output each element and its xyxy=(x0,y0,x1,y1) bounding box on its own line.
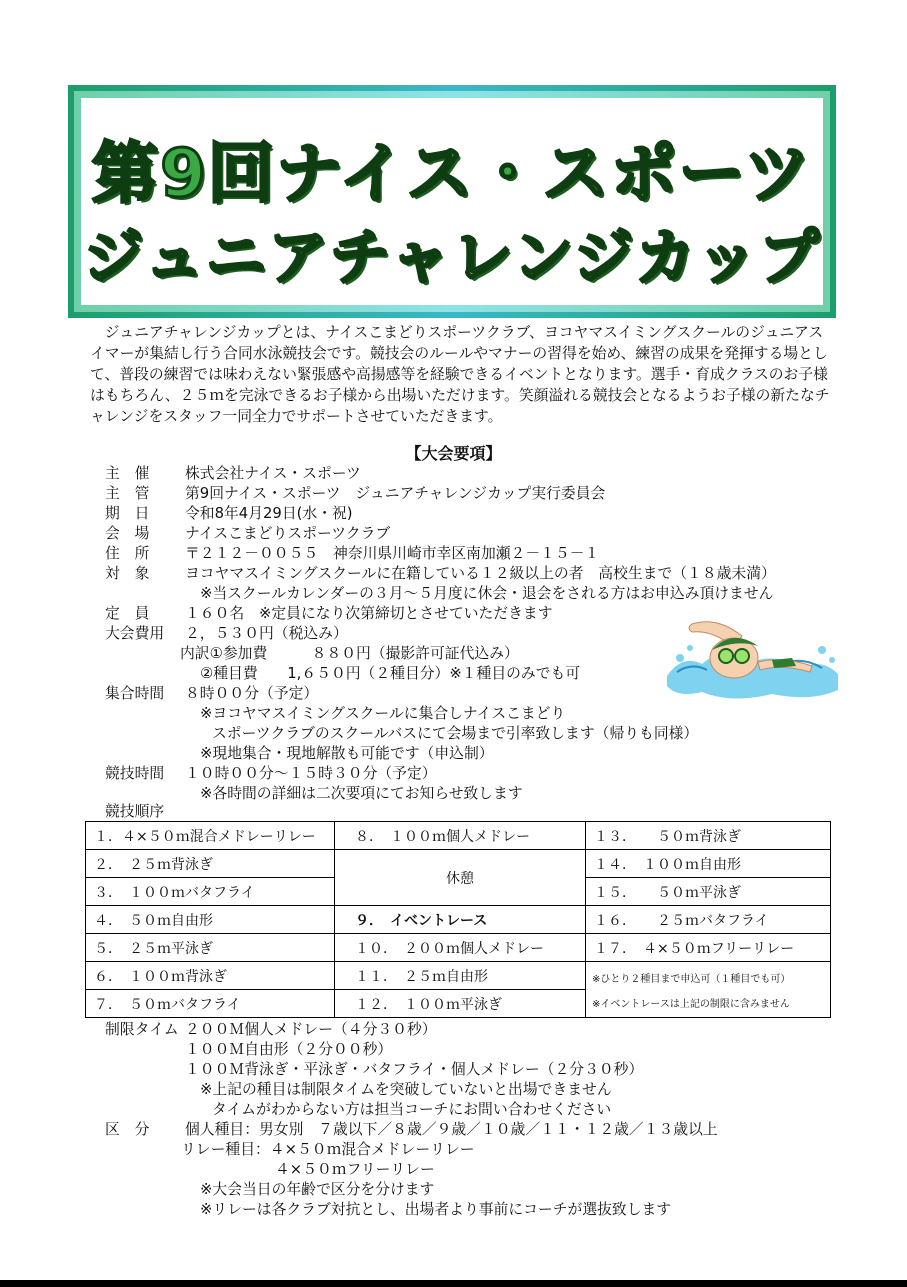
fee-value: ２，５３０円（税込み） xyxy=(185,625,348,642)
event-cell: ４． ５０ｍ自由形 xyxy=(86,906,335,934)
meeting-note-2: スポーツクラブのスクールバスにて会場まで引率致します（帰りも同様） xyxy=(212,725,699,742)
order-label: 競技順序 xyxy=(105,803,165,820)
category-relay-2: ４×５０ｍフリーリレー xyxy=(275,1161,435,1178)
event-cell: １４． １００ｍ自由形 xyxy=(586,850,831,878)
date-value: 令和8年4月29日(水・祝) xyxy=(185,505,353,522)
event-cell: １３． ５０ｍ背泳ぎ xyxy=(586,822,831,850)
entry-note-1: ※ひとり２種目まで申込可（１種目でも可） xyxy=(592,973,791,985)
target-value: ヨコヤマスイミングスクールに在籍している１２級以上の者 高校生まで（１８歳未満） xyxy=(185,565,776,582)
address-label: 住 所 xyxy=(105,545,150,562)
time-value: １０時００分～１５時３０分（予定） xyxy=(185,765,437,782)
table-row xyxy=(86,822,831,850)
event-cell: １５． ５０ｍ平泳ぎ xyxy=(586,878,831,906)
event-cell: １６． ２５ｍバタフライ xyxy=(586,906,831,934)
event-cell: ２． ２５ｍ背泳ぎ xyxy=(86,850,335,878)
capacity-label: 定 員 xyxy=(105,605,150,622)
event-cell: ７． ５０ｍバタフライ xyxy=(86,990,335,1018)
title-banner xyxy=(68,85,836,318)
limit-line-4: ※上記の種目は制限タイムを突破していないと出場できません xyxy=(200,1081,612,1098)
intro-paragraph: ジュニアチャレンジカップとは、ナイスこまどりスポーツクラブ、ヨコヤマスイミングスクールのジュニアスイマーが集結し行う合同水泳競技会です。競技会のルールやマナーの習得を始め、練習の成果を発揮する場として、普段の練習では味わえない緊張感や高揚感等を経験できるイベントとなります。選手・育成クラスのお子様はもちろん、２５ｍを完泳できるお子様から出場いただけます。笑顔溢れる競技会となるようお子様の新たなチャレンジをスタッフ一同全力でサポートさせていただきます。 xyxy=(90,324,830,425)
fee-detail-2: ②種目費 1,６５０円（２種目分）※１種目のみでも可 xyxy=(200,665,581,682)
table-row xyxy=(86,850,831,878)
table-row xyxy=(86,906,831,934)
swimmer-illustration xyxy=(662,606,842,702)
address-value: 〒２１２－００５５ 神奈川県川崎市幸区南加瀬２－１５－１ xyxy=(185,545,600,562)
event-order-table xyxy=(85,821,831,1018)
venue-value: ナイスこまどりスポーツクラブ xyxy=(185,525,391,542)
event-cell: １．４×５０ｍ混合メドレーリレー xyxy=(86,822,335,850)
limit-line-5: タイムがわからない方は担当コーチにお問い合わせください xyxy=(212,1101,612,1118)
category-note-1: ※大会当日の年齢で区分を分けます xyxy=(200,1181,435,1198)
limit-line-2: １００Ｍ自由形（２分００秒） xyxy=(185,1041,393,1058)
date-label: 期 日 xyxy=(105,505,150,522)
entry-note-2: ※イベントレースは上記の制限に含みません xyxy=(592,998,790,1010)
category-note-2: ※リレーは各クラブ対抗とし、出場者より事前にコーチが選抜致します xyxy=(200,1201,672,1218)
target-note: ※当スクールカレンダーの３月～５月度に休会・退会をされる方はお申込み頂けません xyxy=(200,585,774,602)
event-cell: ８． １００ｍ個人メドレー xyxy=(335,822,586,850)
event-cell: １０． ２００ｍ個人メドレー xyxy=(335,934,586,962)
event-cell: １１． ２５ｍ自由形 xyxy=(335,962,586,990)
organizer-label: 主 催 xyxy=(105,465,150,482)
meeting-label: 集合時間 xyxy=(105,685,165,702)
meeting-note-3: ※現地集合・現地解散も可能です（申込制） xyxy=(200,745,494,762)
event-cell: １７． ４×５０ｍフリーリレー xyxy=(586,934,831,962)
category-label: 区 分 xyxy=(105,1121,150,1138)
fee-label: 大会費用 xyxy=(105,625,165,642)
venue-label: 会 場 xyxy=(105,525,150,542)
banner-title-line1: 第9回ナイス・スポーツ xyxy=(91,135,812,212)
entry-notes xyxy=(586,962,831,1018)
table-row xyxy=(86,934,831,962)
limit-label: 制限タイム xyxy=(105,1021,179,1038)
fee-detail-1: 内訳①参加費 ８８０円（撮影許可証代込み） xyxy=(180,645,519,662)
banner-title-line2: ジュニアチャレンジカップ xyxy=(83,223,821,293)
time-note: ※各時間の詳細は二次要項にてお知らせ致します xyxy=(200,785,523,802)
limit-line-3: １００Ｍ背泳ぎ・平泳ぎ・バタフライ・個人メドレー（２分３０秒） xyxy=(185,1061,644,1078)
section-title: 【大会要項】 xyxy=(405,444,502,463)
event-cell: ３． １００ｍバタフライ xyxy=(86,878,335,906)
meeting-note-1: ※ヨコヤマスイミングスクールに集合しナイスこまどり xyxy=(200,705,566,722)
category-relay-1: リレー種目：４×５０ｍ混合メドレーリレー xyxy=(181,1141,475,1158)
table-row xyxy=(86,962,831,990)
limit-line-1: ２００Ｍ個人メドレー（４分３０秒） xyxy=(185,1021,437,1038)
manager-label: 主 管 xyxy=(105,485,150,502)
event-cell: ５． ２５ｍ平泳ぎ xyxy=(86,934,335,962)
rest-cell: 休憩 xyxy=(335,850,586,906)
event-cell: １２． １００ｍ平泳ぎ xyxy=(335,990,586,1018)
time-label: 競技時間 xyxy=(105,765,165,782)
manager-value: 第9回ナイス・スポーツ ジュニアチャレンジカップ実行委員会 xyxy=(185,485,606,502)
bottom-border xyxy=(0,1280,907,1287)
meeting-value: ８時００分（予定） xyxy=(185,685,319,702)
organizer-value: 株式会社ナイス・スポーツ xyxy=(185,465,361,482)
target-label: 対 象 xyxy=(105,565,150,582)
event-cell: ９． イベントレース xyxy=(335,906,586,934)
capacity-value: １６０名 ※定員になり次第締切とさせていただきます xyxy=(185,605,553,622)
event-cell: ６． １００ｍ背泳ぎ xyxy=(86,962,335,990)
category-individual: 個人種目：男女別 ７歳以下／８歳／９歳／１０歳／１１・１２歳／１３歳以上 xyxy=(185,1121,718,1138)
